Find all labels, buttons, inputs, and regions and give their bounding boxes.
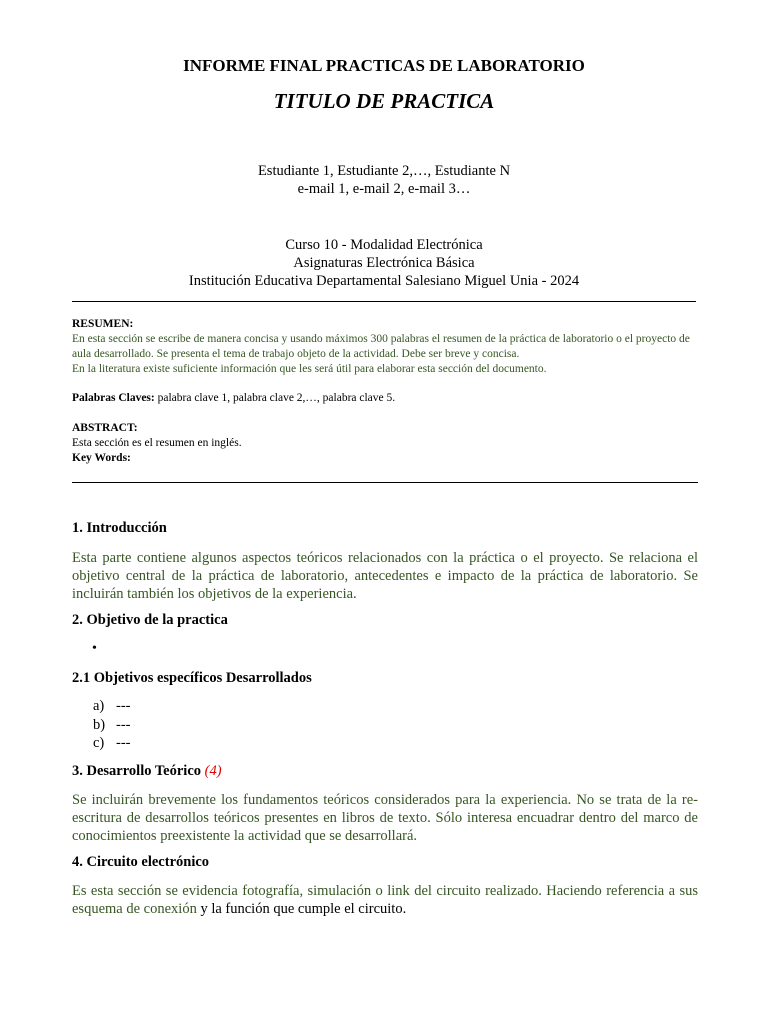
abstract-section <box>72 421 698 466</box>
report-title: INFORME FINAL PRACTICAS DE LABORATORIO <box>183 56 585 75</box>
course-line: Curso 10 - Modalidad Electrónica <box>285 237 483 253</box>
intro-heading: 1. Introducción <box>72 520 167 536</box>
practice-title: TITULO DE PRACTICA <box>273 89 495 113</box>
circuit-heading: 4. Circuito electrónico <box>72 854 210 870</box>
theory-text: Se incluirán brevemente los fundamentos teóricos considerados para la experiencia. No se trata de la re-escritura de desarrollos teóricos presentes en libros de texto. Sólo interesa encuadrar dentro del marco de conocimientos preexistente la actividad que se desarrollará. <box>72 792 698 844</box>
list-item: c) --- <box>93 735 131 751</box>
circuit-text <box>72 882 698 918</box>
abstract-text: Esta sección es el resumen en inglés. <box>72 437 242 449</box>
intro-text: Esta parte contiene algunos aspectos teóricos relacionados con la práctica o el proyecto. Se relaciona el objetivo central de la práctica de laboratorio, antecedentes e impacto de la práctica de laboratorio. Se incluirán también los objetivos de la experiencia. <box>72 550 698 602</box>
authors-block <box>0 162 768 198</box>
list-item: b) --- <box>93 716 131 733</box>
theory-heading <box>72 763 698 780</box>
keywords-line <box>72 391 698 406</box>
specific-objectives-list <box>93 697 131 753</box>
circuit-text-black: y la función que cumple el circuito. <box>196 901 407 917</box>
divider-bottom <box>72 482 698 483</box>
resumen-text: En esta sección se escribe de manera concisa y usando máximos 300 palabras el resumen de la práctica de laboratorio o el proyecto de aula desarrollado. Se presenta el tema de trabajo objeto de la actividad. Debe ser breve y concisa. <box>72 333 690 360</box>
keywords-label: Palabras Claves: <box>72 392 155 404</box>
divider-top <box>72 301 696 302</box>
institution-line: Institución Educativa Departamental Salesiano Miguel Unia - 2024 <box>188 273 580 289</box>
resumen-text-2: En la literatura existe suficiente información que les será útil para elaborar esta sección del documento. <box>72 363 547 375</box>
keywords-text: palabra clave 1, palabra clave 2,…, palabra clave 5. <box>154 392 396 404</box>
resumen-label: RESUMEN: <box>72 318 134 330</box>
abstract-label: ABSTRACT: <box>72 422 138 434</box>
resumen-section <box>72 317 698 377</box>
circuit-text-green: Es esta sección se evidencia fotografía, simulación o link del circuito realizado. Haciendo referencia a sus esquema de conexión <box>72 883 698 917</box>
specific-objectives-heading: 2.1 Objetivos específicos Desarrollados <box>72 670 312 686</box>
theory-reference: (4) <box>204 763 222 779</box>
key-words-label: Key Words: <box>72 452 131 464</box>
objective-heading: 2. Objetivo de la practica <box>72 612 228 628</box>
institution-block <box>0 236 768 290</box>
student-names: Estudiante 1, Estudiante 2,…, Estudiante N <box>257 163 511 179</box>
theory-title: 3. Desarrollo Teórico <box>72 763 205 779</box>
subject-line: Asignaturas Electrónica Básica <box>293 255 475 271</box>
student-emails: e-mail 1, e-mail 2, e-mail 3… <box>297 181 471 197</box>
list-item: a) --- <box>93 698 131 714</box>
objective-bullet: • <box>92 641 97 656</box>
